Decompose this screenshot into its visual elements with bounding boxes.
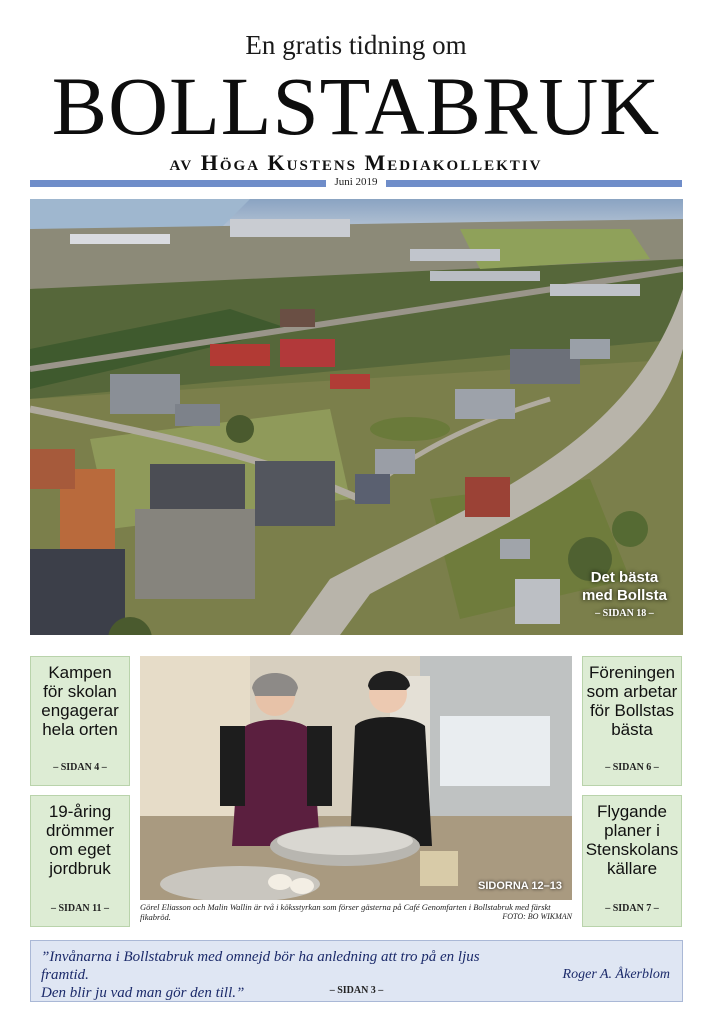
quote-line1: ”Invånarna i Bollstabruk med omnejd bör ha anledning att tro på en ljus framtid. — [41, 949, 480, 983]
teaser-text: jordbruk — [49, 859, 111, 878]
teaser-page-ref: – SIDAN 6 – — [605, 762, 659, 773]
hero-caption-line2: med Bollsta — [581, 587, 667, 604]
teaser-text: Stenskolans — [585, 840, 679, 859]
teaser-text: för skolan — [43, 682, 117, 701]
kitchen-photo — [140, 656, 572, 900]
teaser-box-farming[interactable] — [30, 795, 130, 927]
teaser-text: Föreningen — [588, 663, 675, 682]
tagline: En gratis tidning om — [245, 30, 467, 60]
quote-page-ref: – SIDAN 3 – — [329, 985, 384, 996]
teaser-page-ref: – SIDAN 4 – — [53, 762, 107, 773]
teaser-text: Flygande — [597, 802, 667, 821]
teaser-text: för Bollstas — [589, 701, 675, 720]
photo-caption — [140, 902, 572, 922]
teaser-box-flying[interactable] — [582, 795, 682, 927]
photo-caption-text: Görel Eliasson och Malin Wallin är två i köksstyrkan som förser gästerna på Café Genomfarten i Bollstabruk med färskt fikabröd. — [140, 902, 551, 922]
header-rule-left — [30, 180, 326, 187]
teaser-text: Kampen — [48, 663, 112, 682]
aerial-photo — [30, 199, 683, 635]
hero-page-ref: – SIDAN 18 – — [595, 608, 654, 619]
issue-date: Juni 2019 — [334, 176, 378, 188]
quote-line2: Den blir ju vad man gör den till.” — [41, 985, 245, 1001]
teaser-page-ref: – SIDAN 7 – — [605, 903, 659, 914]
teaser-box-school[interactable] — [30, 656, 130, 786]
teaser-text: engagerar — [41, 701, 119, 720]
teaser-text: 19-åring — [48, 802, 112, 821]
hero-caption — [582, 569, 667, 619]
teaser-text: planer i — [604, 821, 660, 840]
header-rule-right — [386, 180, 682, 187]
teaser-text: källare — [606, 859, 658, 878]
byline: av Höga Kustens Mediakollektiv — [169, 150, 543, 175]
quote-author: Roger A. Åkerblom — [562, 967, 670, 982]
teaser-text: hela orten — [42, 720, 118, 739]
quote-box[interactable] — [30, 940, 683, 1002]
photo-credit: FOTO: BO WIKMAN — [502, 912, 572, 921]
teaser-page-ref: – SIDAN 11 – — [50, 903, 110, 914]
kitchen-photo-illustration — [140, 656, 572, 900]
teaser-box-association[interactable] — [582, 656, 682, 786]
teaser-text: bästa — [611, 720, 653, 739]
teaser-text: som arbetar — [586, 682, 678, 701]
teaser-text: drömmer — [45, 821, 114, 840]
teaser-text: om eget — [49, 840, 111, 859]
hero-caption-line1: Det bästa — [590, 569, 659, 586]
masthead-title: BOLLSTABRUK — [51, 60, 661, 152]
photo-page-ref: SIDORNA 12–13 — [478, 880, 562, 892]
